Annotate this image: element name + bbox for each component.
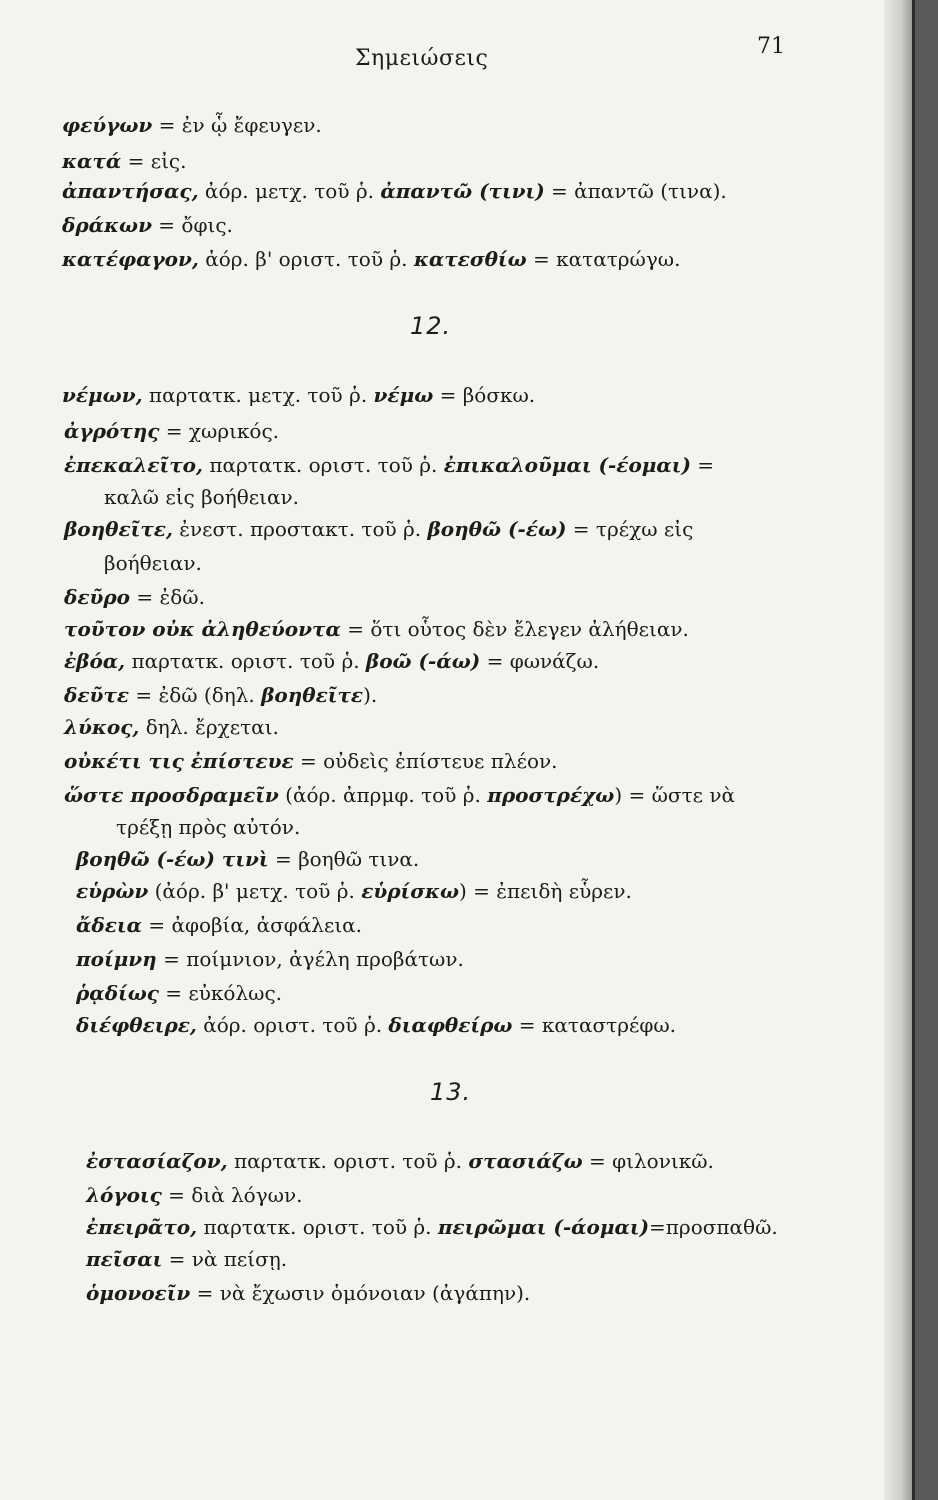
glossary-entry: [62, 212, 233, 238]
entry-verb: νέμω: [373, 383, 434, 407]
glossary-entry: [76, 846, 419, 872]
entry-term: διέφθειρε,: [76, 1013, 197, 1037]
entry-definition: = νὰ πείσῃ.: [162, 1247, 288, 1271]
entry-definition: = ἀφοβία, ἀσφάλεια.: [141, 913, 363, 937]
entry-definition-tail: =προσπαθῶ.: [649, 1215, 778, 1239]
entry-verb: κατεσθίω: [413, 247, 527, 271]
glossary-entry-continuation: [104, 484, 299, 510]
entry-term: βοηθεῖτε,: [64, 517, 173, 541]
glossary-entry: [62, 178, 727, 204]
entry-definition: παρτατκ. οριστ. τοῦ ῥ.: [197, 1215, 438, 1239]
entry-definition-tail: ) = ὥστε νὰ: [614, 783, 736, 807]
glossary-entry: [76, 980, 282, 1006]
glossary-entry: [86, 1182, 302, 1208]
glossary-entry: [64, 452, 714, 478]
entry-term: εὑρὼν: [76, 879, 149, 903]
entry-term: ἀπαντήσας,: [62, 179, 199, 203]
entry-term: νέμων,: [62, 383, 143, 407]
entry-term: ἐπεκαλεῖτο,: [64, 453, 203, 477]
entry-definition: = ἐν ᾧ ἔφευγεν.: [152, 113, 322, 137]
entry-definition: = εὐκόλως.: [158, 981, 283, 1005]
entry-verb: βοῶ (-άω): [365, 649, 481, 673]
entry-term: λύκος,: [64, 715, 140, 739]
entry-term: λόγοις: [86, 1183, 162, 1207]
section-title-12: 12.: [410, 312, 452, 340]
entry-verb: προστρέχω: [487, 783, 615, 807]
glossary-entry: [64, 616, 689, 642]
entry-term: δεῦρο: [64, 585, 131, 609]
entry-term: δράκων: [62, 213, 152, 237]
glossary-entry-continuation: [116, 814, 300, 840]
entry-definition: παρτατκ. οριστ. τοῦ ῥ.: [202, 453, 444, 477]
entry-term: ὁμονοεῖν: [86, 1281, 191, 1305]
entry-definition: ἐνεστ. προστακτ. τοῦ ῥ.: [172, 517, 428, 541]
entry-definition: = ὅτι οὗτος δὲν ἔλεγεν ἀλήθειαν.: [340, 617, 689, 641]
entry-term: πεῖσαι: [86, 1247, 163, 1271]
entry-definition: παρτατκ. οριστ. τοῦ ῥ.: [227, 1149, 469, 1173]
glossary-entry: [86, 1214, 778, 1240]
entry-definition: = ἐδῶ (δηλ.: [129, 683, 262, 707]
entry-definition: = ἐδῶ.: [130, 585, 205, 609]
entry-term: ἐστασίαζον,: [86, 1149, 228, 1173]
entry-definition-tail: = τρέχω εἰς: [566, 517, 694, 541]
entry-term: ῥᾳδίως: [76, 981, 159, 1005]
entry-verb: διαφθείρω: [388, 1013, 513, 1037]
entry-term: δεῦτε: [64, 683, 129, 707]
glossary-entry: [64, 782, 735, 808]
entry-definition-tail: ).: [363, 683, 378, 707]
entry-definition-tail: = βόσκω.: [433, 383, 536, 407]
entry-verb: πειρῶμαι (-άομαι): [437, 1215, 650, 1239]
glossary-entry: [64, 682, 377, 708]
entry-term: ἄδεια: [76, 913, 142, 937]
entry-definition-tail: ) = ἐπειδὴ εὗρεν.: [459, 879, 632, 903]
entry-verb: βοηθεῖτε: [261, 683, 364, 707]
page-number: 71: [757, 34, 785, 59]
entry-term: βοηθῶ (-έω) τινὶ: [76, 847, 269, 871]
entry-term: κατά: [62, 149, 122, 173]
glossary-entry: [64, 516, 693, 542]
entry-definition-tail: = κατατρώγω.: [526, 247, 681, 271]
entry-definition: = βοηθῶ τινα.: [268, 847, 420, 871]
glossary-entry: [86, 1148, 714, 1174]
section-title-13: 13.: [430, 1078, 472, 1106]
entry-definition: = διὰ λόγων.: [161, 1183, 303, 1207]
entry-definition: (ἀόρ. ἀπρμφ. τοῦ ῥ.: [278, 783, 488, 807]
entry-definition: παρτατκ. μετχ. τοῦ ῥ.: [142, 383, 374, 407]
glossary-entry: [86, 1280, 530, 1306]
entry-definition: τρέξῃ πρὸς αὐτόν.: [116, 815, 301, 839]
entry-term: ἐπειρᾶτο,: [86, 1215, 198, 1239]
glossary-entry-continuation: [104, 550, 202, 576]
entry-definition-tail: = ἀπαντῶ (τινα).: [544, 179, 727, 203]
entry-definition: = ποίμνιον, ἀγέλη προβάτων.: [156, 947, 464, 971]
glossary-entry: [62, 112, 322, 138]
running-title: Σημειώσεις: [355, 46, 489, 71]
entry-term: τοῦτον οὐκ ἀληθεύοντα: [64, 617, 341, 641]
glossary-entry: [86, 1246, 287, 1272]
entry-verb: ἀπαντῶ (τινι): [380, 179, 545, 203]
entry-verb: εὑρίσκω: [361, 879, 460, 903]
entry-definition: καλῶ εἰς βοήθειαν.: [104, 485, 299, 509]
entry-definition-tail: =: [690, 453, 715, 477]
glossary-entry: [62, 148, 186, 174]
entry-term: ὥστε προσδραμεῖν: [64, 783, 279, 807]
entry-definition: = χωρικός.: [159, 419, 280, 443]
page-edge-shadow: [884, 0, 912, 1500]
glossary-entry: [76, 912, 362, 938]
glossary-entry: [64, 748, 558, 774]
entry-definition: = οὐδεὶς ἐπίστευε πλέον.: [293, 749, 558, 773]
entry-term: οὐκέτι τις ἐπίστευε: [64, 749, 294, 773]
entry-definition: = νὰ ἔχωσιν ὁμόνοιαν (ἀγάπην).: [190, 1281, 531, 1305]
glossary-entry: [76, 946, 464, 972]
glossary-entry: [76, 1012, 676, 1038]
entry-definition-tail: = φωνάζω.: [480, 649, 600, 673]
entry-definition: δηλ. ἔρχεται.: [139, 715, 279, 739]
entry-definition: βοήθειαν.: [104, 551, 202, 575]
entry-verb: ἐπικαλοῦμαι (-έομαι): [443, 453, 691, 477]
entry-definition-tail: = καταστρέφω.: [512, 1013, 677, 1037]
entry-term: φεύγων: [62, 113, 153, 137]
entry-term: ἐβόα,: [64, 649, 126, 673]
entry-definition: ἀόρ. οριστ. τοῦ ῥ.: [196, 1013, 389, 1037]
entry-term: ποίμνη: [76, 947, 157, 971]
entry-verb: στασιάζω: [468, 1149, 583, 1173]
entry-definition: (ἀόρ. β' μετχ. τοῦ ῥ.: [148, 879, 362, 903]
entry-term: ἀγρότης: [64, 419, 160, 443]
glossary-entry: [62, 382, 535, 408]
entry-verb: βοηθῶ (-έω): [427, 517, 567, 541]
entry-definition: παρτατκ. οριστ. τοῦ ῥ.: [125, 649, 366, 673]
entry-definition: = εἰς.: [121, 149, 187, 173]
entry-definition: ἀόρ. μετχ. τοῦ ῥ.: [198, 179, 381, 203]
entry-definition: ἀόρ. β' οριστ. τοῦ ῥ.: [198, 247, 414, 271]
glossary-entry: [64, 584, 205, 610]
glossary-entry: [62, 246, 680, 272]
glossary-entry: [64, 418, 279, 444]
entry-definition-tail: = φιλονικῶ.: [582, 1149, 714, 1173]
glossary-entry: [64, 714, 279, 740]
glossary-entry: [64, 648, 599, 674]
glossary-entry: [76, 878, 632, 904]
entry-definition: = ὄφις.: [151, 213, 233, 237]
entry-term: κατέφαγον,: [62, 247, 199, 271]
